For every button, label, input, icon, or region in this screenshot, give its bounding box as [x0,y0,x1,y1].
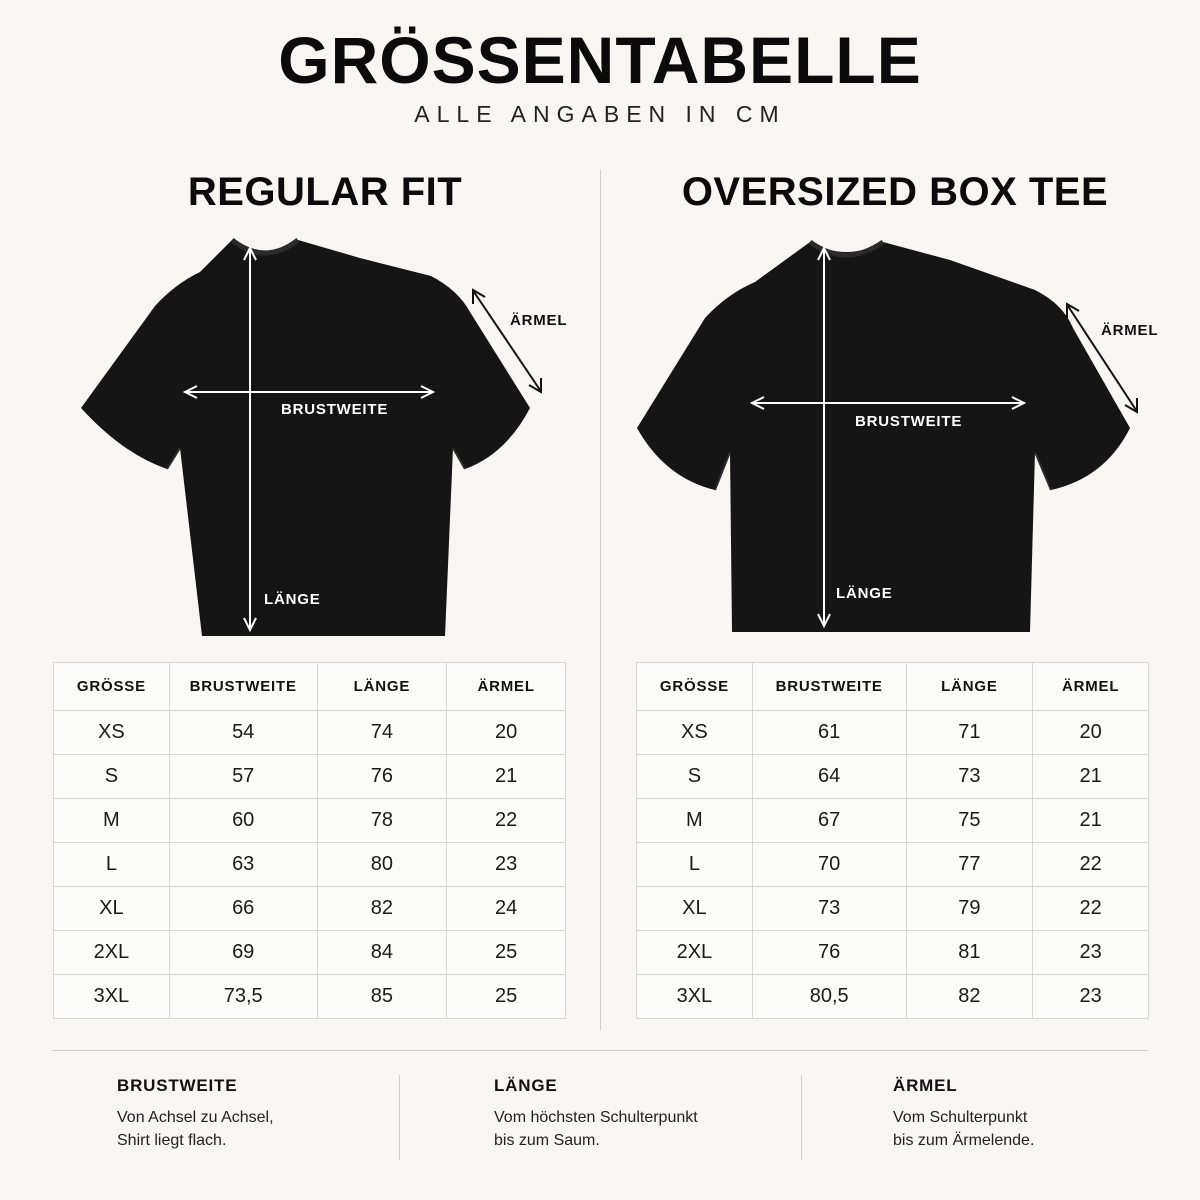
length-cell: 76 [317,755,447,799]
length-cell: 84 [317,931,447,975]
size-cell: 3XL [637,975,753,1019]
table-row [54,975,566,1019]
size-cell: L [54,843,170,887]
sleeve-cell: 20 [1033,711,1149,755]
size-cell: M [637,799,753,843]
length-cell: 81 [906,931,1033,975]
definition-chest [117,1075,377,1152]
size-cell: XL [637,887,753,931]
tshirt-shape [637,242,1130,632]
column-header-size: GRÖSSE [637,663,753,711]
size-cell: 2XL [637,931,753,975]
sleeve-cell: 23 [447,843,566,887]
length-cell: 77 [906,843,1033,887]
sleeve-cell: 22 [1033,843,1149,887]
column-header-sleeve: ÄRMEL [447,663,566,711]
table-row [637,799,1149,843]
definition-title: BRUSTWEITE [117,1076,238,1095]
table-header-row [637,663,1149,711]
table-row [54,711,566,755]
table-row [637,975,1149,1019]
size-cell: XL [54,887,170,931]
chest-cell: 61 [752,711,906,755]
chest-cell: 67 [752,799,906,843]
table-row [54,931,566,975]
chest-cell: 69 [169,931,317,975]
size-cell: XS [637,711,753,755]
definition-title: ÄRMEL [893,1076,958,1095]
size-cell: 3XL [54,975,170,1019]
sleeve-arrow-bottom-icon [529,378,541,392]
column-header-chest: BRUSTWEITE [752,663,906,711]
chest-cell: 64 [752,755,906,799]
length-cell: 82 [317,887,447,931]
size-cell: M [54,799,170,843]
column-header-length: LÄNGE [317,663,447,711]
table-row [54,799,566,843]
sleeve-cell: 21 [447,755,566,799]
chest-cell: 76 [752,931,906,975]
table-row [637,711,1149,755]
chest-cell: 57 [169,755,317,799]
length-cell: 80 [317,843,447,887]
regular-fit-shirt-illustration [60,228,570,648]
tshirt-shape [81,240,530,636]
size-cell: S [637,755,753,799]
chest-label: BRUSTWEITE [855,413,963,430]
vertical-divider [600,170,601,1030]
sleeve-cell: 21 [1033,799,1149,843]
chest-cell: 54 [169,711,317,755]
table-row [637,887,1149,931]
chest-cell: 73 [752,887,906,931]
sleeve-cell: 23 [1033,931,1149,975]
length-cell: 74 [317,711,447,755]
chest-cell: 73,5 [169,975,317,1019]
oversized-box-tee-title: OVERSIZED BOX TEE [681,170,1109,214]
table-row [637,843,1149,887]
column-header-size: GRÖSSE [54,663,170,711]
sleeve-cell: 22 [447,799,566,843]
column-header-chest: BRUSTWEITE [169,663,317,711]
oversized-size-table [636,662,1149,1019]
column-header-length: LÄNGE [906,663,1033,711]
page-subtitle: ALLE ANGABEN IN CM [414,101,786,127]
oversized-shirt-illustration [625,228,1159,648]
sleeve-arrow-top-icon [473,290,485,304]
length-cell: 78 [317,799,447,843]
size-cell: 2XL [54,931,170,975]
table-row [637,931,1149,975]
table-header-row [54,663,566,711]
sleeve-cell: 23 [1033,975,1149,1019]
size-cell: L [637,843,753,887]
chest-cell: 63 [169,843,317,887]
definition-title: LÄNGE [494,1076,558,1095]
definition-text: Vom Schulterpunkt bis zum Ärmelende. [893,1109,1035,1149]
table-row [637,755,1149,799]
horizontal-divider [52,1050,1148,1051]
size-cell: S [54,755,170,799]
chest-label: BRUSTWEITE [281,401,389,418]
page-title: GRÖSSENTABELLE [278,23,922,97]
length-cell: 82 [906,975,1033,1019]
table-row [54,843,566,887]
length-cell: 73 [906,755,1033,799]
definition-text: Vom höchsten Schulterpunkt bis zum Saum. [494,1109,698,1149]
length-cell: 79 [906,887,1033,931]
sleeve-arrow-bottom-icon [1125,398,1137,412]
regular-fit-title: REGULAR FIT [187,170,463,214]
definition-sleeve [893,1075,1153,1152]
sleeve-cell: 21 [1033,755,1149,799]
sleeve-cell: 22 [1033,887,1149,931]
length-cell: 75 [906,799,1033,843]
sleeve-arrow-top-icon [1067,304,1079,318]
definition-text: Von Achsel zu Achsel, Shirt liegt flach. [117,1109,274,1149]
sleeve-cell: 25 [447,975,566,1019]
definition-length [494,1075,774,1152]
sleeve-cell: 25 [447,931,566,975]
chest-cell: 80,5 [752,975,906,1019]
sleeve-label: ÄRMEL [1101,322,1159,339]
table-row [54,887,566,931]
length-label: LÄNGE [264,591,321,608]
size-cell: XS [54,711,170,755]
length-cell: 85 [317,975,447,1019]
chest-cell: 70 [752,843,906,887]
sleeve-label: ÄRMEL [510,312,568,329]
regular-fit-size-table [53,662,566,1019]
length-cell: 71 [906,711,1033,755]
definition-divider [399,1075,400,1160]
table-row [54,755,566,799]
chest-cell: 66 [169,887,317,931]
definition-divider [801,1075,802,1160]
chest-cell: 60 [169,799,317,843]
length-label: LÄNGE [836,585,893,602]
column-header-sleeve: ÄRMEL [1033,663,1149,711]
sleeve-cell: 24 [447,887,566,931]
sleeve-cell: 20 [447,711,566,755]
